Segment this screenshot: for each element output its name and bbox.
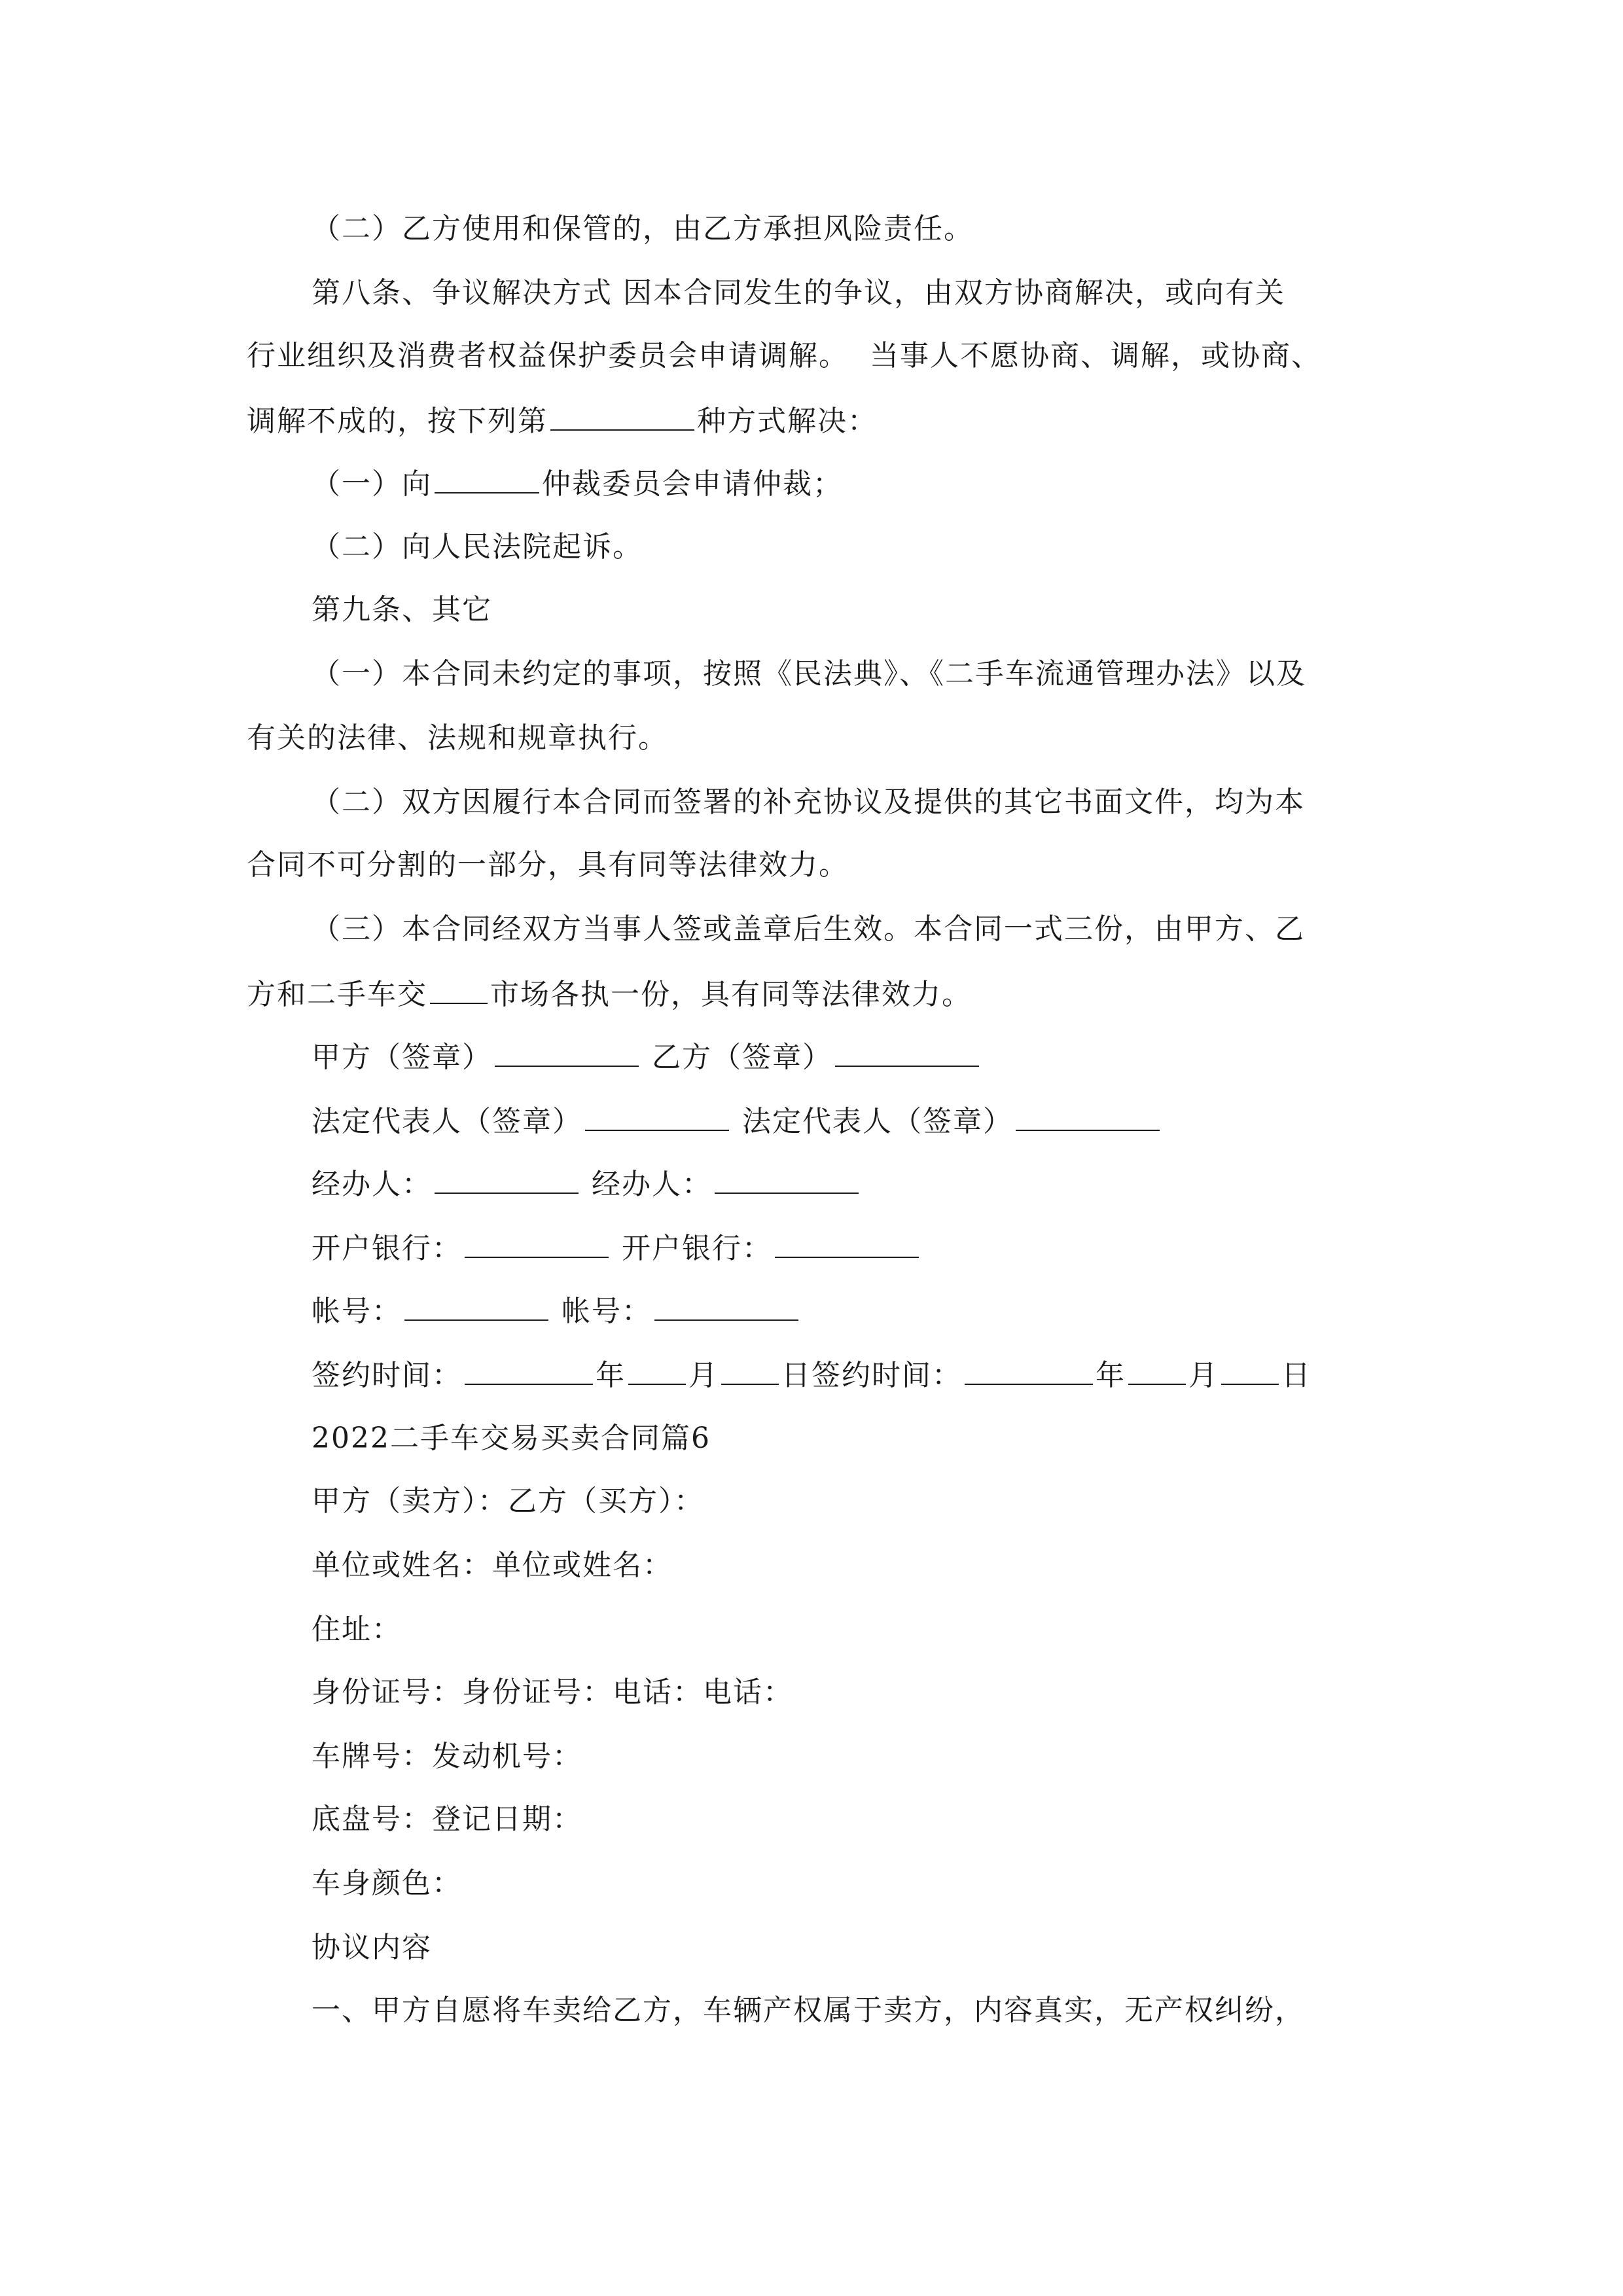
form-field: 车身颜色： (312, 1867, 462, 1900)
fill-blank (495, 1037, 639, 1067)
paragraph: 调解不成的，按下列第 种方式解决： (247, 401, 878, 441)
paragraph: （二）乙方使用和保管的，由乙方承担风险责任。 (312, 212, 974, 245)
fill-blank (465, 1355, 593, 1385)
form-field: 车牌号：发动机号： (312, 1740, 582, 1773)
fill-blank (715, 1164, 859, 1194)
form-field: 身份证号：身份证号：电话：电话： (312, 1676, 793, 1709)
fill-blank (1016, 1101, 1160, 1131)
form-field: 单位或姓名：单位或姓名： (312, 1549, 673, 1582)
fill-blank (435, 1164, 579, 1194)
paragraph: （三）本合同经双方当事人签或盖章后生效。本合同一式三份，由甲方、乙 (312, 912, 1305, 946)
section-heading: 协议内容 (312, 1931, 432, 1964)
paragraph: 一、甲方自愿将车卖给乙方，车辆产权属于卖方，内容真实，无产权纠纷， (312, 1994, 1305, 2027)
paragraph: 合同不可分割的一部分，具有同等法律效力。 (247, 848, 849, 882)
fill-blank (404, 1291, 548, 1321)
fill-blank (465, 1228, 609, 1258)
form-field: 底盘号：登记日期： (312, 1803, 582, 1836)
fill-blank (835, 1037, 979, 1067)
fill-blank (721, 1355, 779, 1385)
form-field: 住址： (312, 1613, 402, 1646)
signature-row: 法定代表人（签章） 法定代表人（签章） (312, 1101, 1162, 1141)
signature-row: 开户银行： 开户银行： (312, 1228, 921, 1268)
fill-blank (435, 463, 539, 493)
fill-blank (430, 974, 488, 1004)
signature-row: 经办人： 经办人： (312, 1164, 861, 1204)
paragraph: （一）向 仲裁委员会申请仲裁； (312, 463, 843, 504)
paragraph: 有关的法律、法规和规章执行。 (247, 721, 668, 755)
signature-row: 帐号： 帐号： (312, 1291, 801, 1331)
paragraph: 方和二手车交 市场各执一份，具有同等法律效力。 (247, 974, 972, 1014)
paragraph: （二）双方因履行本合同而签署的补充协议及提供的其它书面文件，均为本 (312, 785, 1305, 819)
fill-blank (1128, 1355, 1186, 1385)
paragraph: 行业组织及消费者权益保护委员会申请调解。 当事人不愿协商、调解，或协商、 (247, 339, 1321, 372)
fill-blank (965, 1355, 1093, 1385)
fill-blank (628, 1355, 686, 1385)
section-heading: 第九条、其它 (312, 593, 492, 626)
form-field: 甲方（卖方）：乙方（买方）： (312, 1484, 704, 1518)
paragraph: （二）向人民法院起诉。 (312, 530, 643, 564)
contract-title: 2022二手车交易买卖合同篇6 (312, 1422, 711, 1455)
paragraph: （一）本合同未约定的事项，按照《民法典》、《二手车流通管理办法》以及 (312, 657, 1306, 691)
fill-blank (585, 1101, 729, 1131)
signature-row: 甲方（签章） 乙方（签章） (312, 1037, 982, 1077)
fill-blank (775, 1228, 919, 1258)
signing-date-row: 签约时间： 年 月 日签约时间： 年 月 日 (312, 1355, 1311, 1395)
paragraph: 第八条、争议解决方式 因本合同发生的争议，由双方协商解决，或向有关 (312, 276, 1285, 310)
fill-blank (1221, 1355, 1279, 1385)
fill-blank (654, 1291, 798, 1321)
fill-blank (550, 401, 694, 431)
